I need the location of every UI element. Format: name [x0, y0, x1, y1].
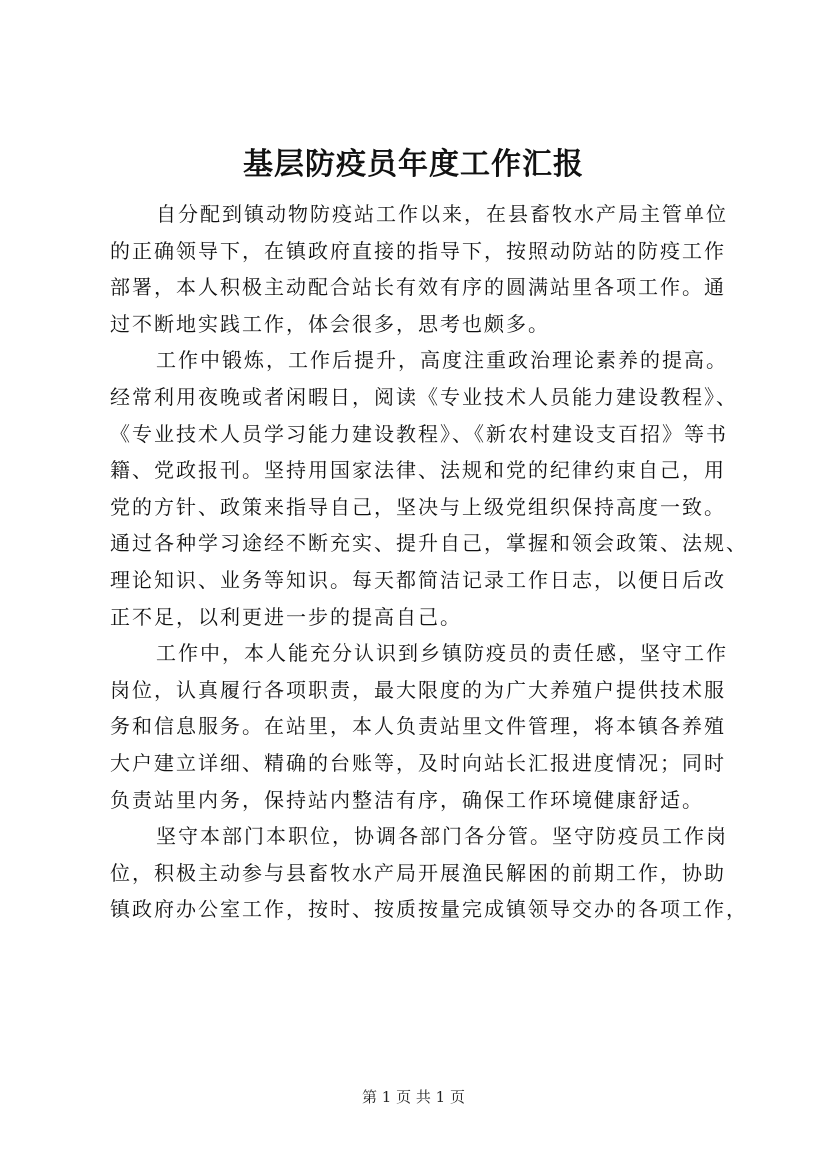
page-number-footer: 第 1 页 共 1 页 [362, 1088, 465, 1106]
paragraph-line: 镇政府办公室工作，按时、按质按量完成镇领导交办的各项工作， [110, 897, 748, 922]
document-body [110, 196, 748, 928]
paragraph-line: 负责站里内务，保持站内整洁有序，确保工作环境健康舒适。 [110, 787, 704, 812]
paragraph-line: 通过各种学习途经不断充实、提升自己，掌握和领会政策、法规、 [110, 531, 748, 556]
paragraph-line: 位，积极主动参与县畜牧水产局开展渔民解困的前期工作，协助 [110, 860, 726, 885]
paragraph-line: 过不断地实践工作，体会很多，思考也颇多。 [110, 311, 550, 336]
paragraph-line: 工作中锻炼，工作后提升，高度注重政治理论素养的提高。 [156, 348, 728, 373]
paragraph-line: 籍、党政报刊。坚持用国家法律、法规和党的纪律约束自己，用 [110, 458, 726, 483]
paragraph-line: 坚守本部门本职位，协调各部门各分管。坚守防疫员工作岗 [156, 824, 728, 849]
paragraph-line: 经常利用夜晚或者闲暇日，阅读《专业技术人员能力建设教程》、 [110, 384, 738, 409]
paragraph-line: 理论知识、业务等知识。每天都简洁记录工作日志，以便日后改 [110, 567, 726, 592]
paragraph-line: 工作中，本人能充分认识到乡镇防疫员的责任感，坚守工作 [156, 641, 728, 666]
paragraph-line: 大户建立详细、精确的台账等，及时向站长汇报进度情况；同时 [110, 750, 726, 775]
paragraph-line: 党的方针、政策来指导自己，坚决与上级党组织保持高度一致。 [110, 494, 726, 519]
paragraph-line: 《专业技术人员学习能力建设教程》、《新农村建设支百招》等书 [110, 421, 728, 446]
paragraph-line: 正不足，以利更进一步的提高自己。 [110, 604, 462, 629]
paragraph-line: 自分配到镇动物防疫站工作以来，在县畜牧水产局主管单位 [156, 202, 728, 226]
paragraph-line: 部署，本人积极主动配合站长有效有序的圆满站里各项工作。通 [110, 275, 726, 300]
paragraph-line: 的正确领导下，在镇政府直接的指导下，按照动防站的防疫工作 [110, 238, 726, 263]
paragraph-line: 岗位，认真履行各项职责，最大限度的为广大养殖户提供技术服 [110, 677, 726, 702]
paragraph-line: 务和信息服务。在站里，本人负责站里文件管理，将本镇各养殖 [110, 714, 726, 739]
document-title: 基层防疫员年度工作汇报 [243, 147, 584, 182]
